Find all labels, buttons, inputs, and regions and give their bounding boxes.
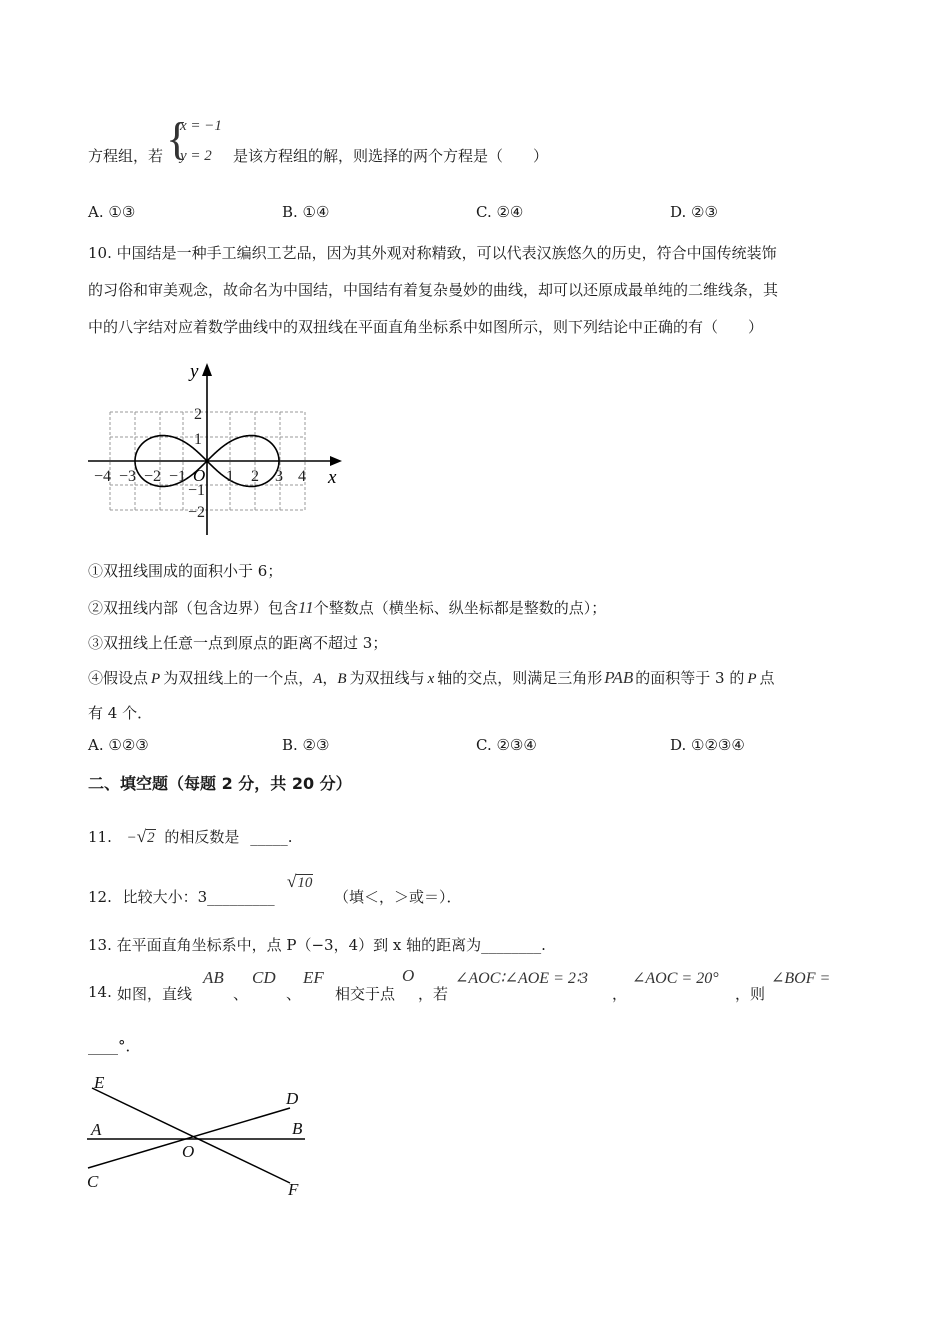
x-axis-label: x xyxy=(328,467,337,488)
point-B: B xyxy=(337,671,347,687)
q11-text: 的相反数是 xyxy=(164,828,240,846)
statement-1: ①双扭线围成的面积小于 6； xyxy=(88,562,283,580)
y-tick-1: 1 xyxy=(194,431,202,448)
x-tick-neg2: −2 xyxy=(144,468,162,485)
q14-text-1: 如图，直线 xyxy=(117,985,193,1003)
q14-comma: ， xyxy=(612,985,628,1003)
system-eq-1: x = −1 xyxy=(180,118,222,134)
q11-number: 11. xyxy=(88,828,112,846)
label-F: F xyxy=(288,1180,299,1199)
system-brace: { xyxy=(166,113,189,164)
q14-sep-2: 、 xyxy=(286,985,302,1003)
x-axis-ref: x xyxy=(427,671,435,687)
statement-4-text-d: 为双扭线与 xyxy=(349,669,425,687)
q14-answer-blank: ____°． xyxy=(88,1037,141,1055)
statement-4-text-g: 点 xyxy=(759,669,775,687)
q14-number: 14. xyxy=(88,983,112,1001)
x-tick-2: 2 xyxy=(251,468,259,485)
label-O: O xyxy=(182,1142,195,1161)
q14-text-2: 相交于点 xyxy=(335,985,396,1003)
y-tick-neg2: −2 xyxy=(188,504,206,521)
statement-2-number: 11 xyxy=(298,598,314,617)
label-D: D xyxy=(286,1089,299,1108)
statement-3: ③双扭线上任意一点到原点的距离不超过 3； xyxy=(88,634,388,652)
label-E: E xyxy=(94,1073,105,1092)
point-P-2: P xyxy=(747,671,757,687)
statement-2 xyxy=(88,597,606,618)
x-tick-3: 3 xyxy=(275,468,283,485)
statement-4-line2: 有 4 个． xyxy=(88,704,153,722)
triangle-PAB: PAB xyxy=(604,668,634,687)
angle-BOF: ∠BOF = xyxy=(771,970,831,987)
q10-line1: 10. 中国结是一种手工编织工艺品，因为其外观对称精致，可以代表汉族悠久的历史，符合中国传统装饰 xyxy=(88,244,777,262)
y-axis-arrow xyxy=(202,363,212,376)
statement-4 xyxy=(88,667,775,688)
x-tick-neg4: −4 xyxy=(94,468,112,485)
q10-option-a: A. ①②③ xyxy=(88,736,149,754)
q14-text-3: ，若 xyxy=(418,985,449,1003)
q10-option-c: C. ②③④ xyxy=(476,736,537,754)
label-A: A xyxy=(91,1120,102,1139)
x-tick-neg3: −3 xyxy=(119,468,137,485)
angle-AOC: ∠AOC = 20° xyxy=(632,970,719,987)
q10-option-b: B. ②③ xyxy=(282,736,330,754)
section-2-title: 二、填空题（每题 2 分，共 20 分） xyxy=(88,774,352,793)
y-axis-label: y xyxy=(190,361,199,382)
line-EF-drawn xyxy=(92,1088,290,1183)
q10-option-d: D. ①②③④ xyxy=(670,736,745,754)
q9-option-d: D. ②③ xyxy=(670,203,718,221)
y-tick-2: 2 xyxy=(194,406,202,423)
x-axis-arrow xyxy=(330,456,342,466)
q9-prefix: 方程组，若 xyxy=(88,147,164,165)
statement-2-text-b: 个整数点（横坐标、纵坐标都是整数的点）； xyxy=(313,599,607,617)
q14-text-4: ，则 xyxy=(735,985,766,1003)
statement-4-text-c: ， xyxy=(322,669,338,687)
line-AB: AB xyxy=(203,968,224,987)
y-tick-neg1: −1 xyxy=(188,482,206,499)
angle-ratio: ∠AOC∶∠AOE = 2∶3 xyxy=(455,970,589,987)
q12-tail: （填＜，＞或＝）． xyxy=(334,888,462,906)
q10-line3: 中的八字结对应着数学曲线中的双扭线在平面直角坐标系中如图所示，则下列结论中正确的有（ ） xyxy=(88,318,764,336)
radical-sign: √ xyxy=(287,872,297,891)
system-eq-2: y = 2 xyxy=(180,148,212,164)
q9-suffix: 是该方程组的解，则选择的两个方程是（ ） xyxy=(233,147,549,165)
statement-2-text-a: ②双扭线内部（包含边界）包含 xyxy=(88,599,299,617)
q11-minus: − xyxy=(126,830,137,846)
q14-sep-1: 、 xyxy=(233,985,249,1003)
point-P: P xyxy=(151,671,161,687)
q10-line2: 的习俗和审美观念，故命名为中国结，中国结有着复杂曼妙的曲线，却可以还原成最单纯的二维线条，其 xyxy=(88,281,779,299)
q12-text: 比较大小：3_________ xyxy=(122,888,275,906)
x-tick-neg1: −1 xyxy=(169,468,187,485)
q11-radicand: 2 xyxy=(147,830,155,846)
point-A: A xyxy=(313,671,323,687)
question-13: 13. 在平面直角坐标系中，点 P（−3，4）到 x 轴的距离为________. xyxy=(88,936,546,954)
y-tick-labels xyxy=(188,406,205,521)
q9-option-c: C. ②④ xyxy=(476,203,524,221)
line-CD: CD xyxy=(252,968,276,987)
q12-radicand: 10 xyxy=(297,875,313,891)
q11-blank: _____. xyxy=(250,828,293,846)
point-O-ref: O xyxy=(402,966,415,985)
question-11 xyxy=(88,826,292,847)
x-tick-1: 1 xyxy=(226,468,234,485)
line-EF: EF xyxy=(303,968,324,987)
statement-4-text-a: ④假设点 xyxy=(88,669,149,687)
lemniscate-graph xyxy=(80,355,350,540)
label-C: C xyxy=(87,1172,99,1191)
origin-label: O xyxy=(193,466,206,485)
q12-main xyxy=(88,886,275,907)
q12-number: 12. xyxy=(88,888,112,906)
intersecting-lines-figure xyxy=(80,1068,320,1203)
x-tick-4: 4 xyxy=(298,468,306,485)
q9-option-a: A. ①③ xyxy=(88,203,136,221)
statement-4-text-e: 轴的交点，则满足三角形 xyxy=(437,669,603,687)
label-B: B xyxy=(292,1119,303,1138)
q12-sqrt xyxy=(287,872,313,892)
statement-4-text-f: 的面积等于 3 的 xyxy=(635,669,745,687)
statement-4-text-b: 为双扭线上的一个点， xyxy=(163,669,314,687)
radical-sign: √ xyxy=(136,827,147,846)
q9-option-b: B. ①④ xyxy=(282,203,330,221)
